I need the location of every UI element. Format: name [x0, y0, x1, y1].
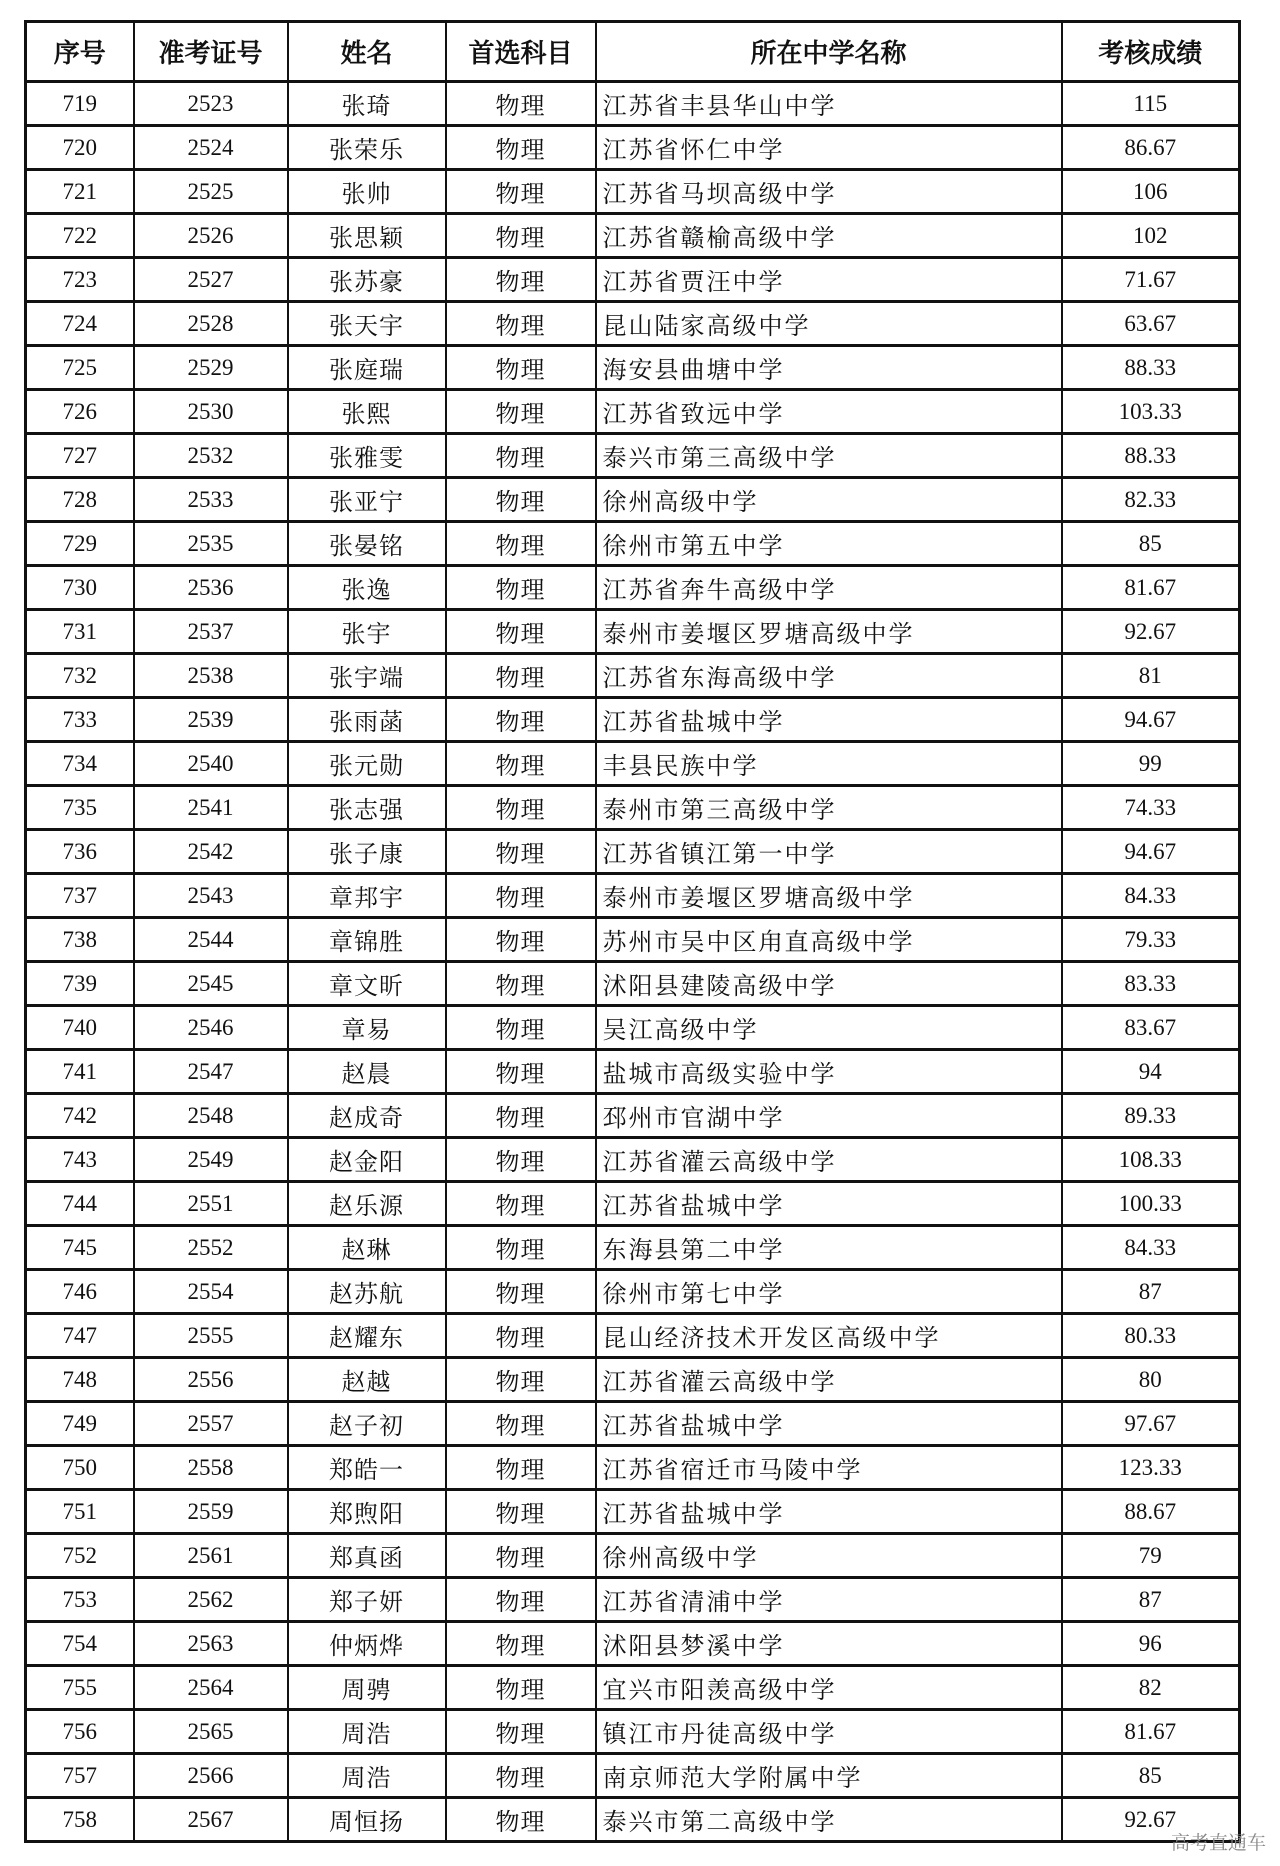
subject-cell: 物理: [446, 1534, 596, 1578]
serial-cell: 731: [26, 610, 134, 654]
exam-id-cell: 2564: [134, 1666, 288, 1710]
score-cell: 86.67: [1062, 126, 1240, 170]
subject-cell: 物理: [446, 1182, 596, 1226]
score-cell: 79: [1062, 1534, 1240, 1578]
table-row: [26, 1006, 1240, 1050]
exam-id-cell: 2546: [134, 1006, 288, 1050]
score-cell: 88.33: [1062, 346, 1240, 390]
exam-id-cell: 2563: [134, 1622, 288, 1666]
subject-cell: 物理: [446, 214, 596, 258]
subject-cell: 物理: [446, 698, 596, 742]
subject-cell: 物理: [446, 742, 596, 786]
serial-cell: 751: [26, 1490, 134, 1534]
table-row: [26, 434, 1240, 478]
name-cell: 周浩: [288, 1754, 446, 1798]
school-cell: 江苏省盐城中学: [596, 698, 1062, 742]
exam-id-cell: 2525: [134, 170, 288, 214]
table-row: [26, 126, 1240, 170]
table-row: [26, 566, 1240, 610]
score-cell: 88.33: [1062, 434, 1240, 478]
score-cell: 89.33: [1062, 1094, 1240, 1138]
serial-cell: 736: [26, 830, 134, 874]
subject-cell: 物理: [446, 1314, 596, 1358]
subject-cell: 物理: [446, 1710, 596, 1754]
exam-id-cell: 2559: [134, 1490, 288, 1534]
serial-cell: 726: [26, 390, 134, 434]
table-row: [26, 1402, 1240, 1446]
table-row: [26, 170, 1240, 214]
school-cell: 江苏省奔牛高级中学: [596, 566, 1062, 610]
exam-id-cell: 2565: [134, 1710, 288, 1754]
school-cell: 邳州市官湖中学: [596, 1094, 1062, 1138]
name-cell: 赵成奇: [288, 1094, 446, 1138]
subject-cell: 物理: [446, 962, 596, 1006]
school-cell: 江苏省东海高级中学: [596, 654, 1062, 698]
school-cell: 江苏省宿迁市马陵中学: [596, 1446, 1062, 1490]
score-cell: 85: [1062, 522, 1240, 566]
serial-cell: 722: [26, 214, 134, 258]
subject-cell: 物理: [446, 1446, 596, 1490]
school-cell: 苏州市吴中区甪直高级中学: [596, 918, 1062, 962]
score-cell: 80.33: [1062, 1314, 1240, 1358]
name-cell: 张庭瑞: [288, 346, 446, 390]
table-row: [26, 1314, 1240, 1358]
table-row: [26, 610, 1240, 654]
subject-cell: 物理: [446, 654, 596, 698]
score-cell: 63.67: [1062, 302, 1240, 346]
name-cell: 郑真函: [288, 1534, 446, 1578]
name-cell: 赵金阳: [288, 1138, 446, 1182]
subject-cell: 物理: [446, 830, 596, 874]
name-cell: 仲炳烨: [288, 1622, 446, 1666]
name-cell: 章锦胜: [288, 918, 446, 962]
school-cell: 江苏省致远中学: [596, 390, 1062, 434]
name-cell: 张雨菡: [288, 698, 446, 742]
name-cell: 赵琳: [288, 1226, 446, 1270]
serial-cell: 740: [26, 1006, 134, 1050]
table-row: [26, 962, 1240, 1006]
subject-cell: 物理: [446, 1094, 596, 1138]
header-school: 所在中学名称: [596, 22, 1062, 82]
serial-cell: 737: [26, 874, 134, 918]
score-cell: 84.33: [1062, 874, 1240, 918]
serial-cell: 741: [26, 1050, 134, 1094]
exam-id-cell: 2551: [134, 1182, 288, 1226]
exam-id-cell: 2555: [134, 1314, 288, 1358]
exam-id-cell: 2567: [134, 1798, 288, 1842]
score-cell: 84.33: [1062, 1226, 1240, 1270]
table-row: [26, 1358, 1240, 1402]
exam-id-cell: 2545: [134, 962, 288, 1006]
school-cell: 徐州市第七中学: [596, 1270, 1062, 1314]
subject-cell: 物理: [446, 1270, 596, 1314]
subject-cell: 物理: [446, 1138, 596, 1182]
subject-cell: 物理: [446, 302, 596, 346]
subject-cell: 物理: [446, 346, 596, 390]
school-cell: 徐州市第五中学: [596, 522, 1062, 566]
table-row: [26, 1270, 1240, 1314]
school-cell: 江苏省马坝高级中学: [596, 170, 1062, 214]
exam-id-cell: 2543: [134, 874, 288, 918]
exam-id-cell: 2544: [134, 918, 288, 962]
exam-id-cell: 2562: [134, 1578, 288, 1622]
score-cell: 97.67: [1062, 1402, 1240, 1446]
school-cell: 泰州市姜堰区罗塘高级中学: [596, 874, 1062, 918]
name-cell: 张志强: [288, 786, 446, 830]
school-cell: 江苏省盐城中学: [596, 1182, 1062, 1226]
table-row: [26, 1226, 1240, 1270]
exam-id-cell: 2561: [134, 1534, 288, 1578]
name-cell: 周浩: [288, 1710, 446, 1754]
serial-cell: 721: [26, 170, 134, 214]
table-row: [26, 698, 1240, 742]
subject-cell: 物理: [446, 1666, 596, 1710]
school-cell: 徐州高级中学: [596, 1534, 1062, 1578]
exam-id-cell: 2554: [134, 1270, 288, 1314]
name-cell: 张宇端: [288, 654, 446, 698]
name-cell: 张雅雯: [288, 434, 446, 478]
school-cell: 泰州市姜堰区罗塘高级中学: [596, 610, 1062, 654]
subject-cell: 物理: [446, 1490, 596, 1534]
exam-id-cell: 2541: [134, 786, 288, 830]
subject-cell: 物理: [446, 786, 596, 830]
serial-cell: 738: [26, 918, 134, 962]
name-cell: 张元勋: [288, 742, 446, 786]
subject-cell: 物理: [446, 258, 596, 302]
name-cell: 张熙: [288, 390, 446, 434]
serial-cell: 746: [26, 1270, 134, 1314]
score-cell: 102: [1062, 214, 1240, 258]
school-cell: 江苏省灌云高级中学: [596, 1358, 1062, 1402]
serial-cell: 754: [26, 1622, 134, 1666]
serial-cell: 743: [26, 1138, 134, 1182]
score-cell: 99: [1062, 742, 1240, 786]
name-cell: 赵乐源: [288, 1182, 446, 1226]
school-cell: 江苏省怀仁中学: [596, 126, 1062, 170]
subject-cell: 物理: [446, 478, 596, 522]
subject-cell: 物理: [446, 1358, 596, 1402]
table-row: [26, 1666, 1240, 1710]
subject-cell: 物理: [446, 1622, 596, 1666]
header-name: 姓名: [288, 22, 446, 82]
serial-cell: 728: [26, 478, 134, 522]
score-cell: 82.33: [1062, 478, 1240, 522]
name-cell: 张天宇: [288, 302, 446, 346]
score-cell: 83.33: [1062, 962, 1240, 1006]
table-row: [26, 478, 1240, 522]
table-row: [26, 258, 1240, 302]
subject-cell: 物理: [446, 390, 596, 434]
exam-id-cell: 2523: [134, 82, 288, 126]
name-cell: 郑皓一: [288, 1446, 446, 1490]
serial-cell: 739: [26, 962, 134, 1006]
score-cell: 87: [1062, 1270, 1240, 1314]
serial-cell: 732: [26, 654, 134, 698]
school-cell: 昆山陆家高级中学: [596, 302, 1062, 346]
exam-id-cell: 2566: [134, 1754, 288, 1798]
score-cell: 92.67: [1062, 610, 1240, 654]
subject-cell: 物理: [446, 1402, 596, 1446]
name-cell: 张琦: [288, 82, 446, 126]
score-cell: 81.67: [1062, 566, 1240, 610]
serial-cell: 748: [26, 1358, 134, 1402]
subject-cell: 物理: [446, 1798, 596, 1842]
table-row: [26, 390, 1240, 434]
serial-cell: 758: [26, 1798, 134, 1842]
header-row: [26, 22, 1240, 82]
score-cell: 106: [1062, 170, 1240, 214]
name-cell: 郑子妍: [288, 1578, 446, 1622]
school-cell: 泰兴市第二高级中学: [596, 1798, 1062, 1842]
serial-cell: 723: [26, 258, 134, 302]
score-cell: 94.67: [1062, 698, 1240, 742]
exam-id-cell: 2556: [134, 1358, 288, 1402]
school-cell: 沭阳县梦溪中学: [596, 1622, 1062, 1666]
serial-cell: 753: [26, 1578, 134, 1622]
table-row: [26, 302, 1240, 346]
table-row: [26, 1578, 1240, 1622]
subject-cell: 物理: [446, 522, 596, 566]
serial-cell: 749: [26, 1402, 134, 1446]
name-cell: 张思颖: [288, 214, 446, 258]
school-cell: 镇江市丹徒高级中学: [596, 1710, 1062, 1754]
table-row: [26, 654, 1240, 698]
name-cell: 张宇: [288, 610, 446, 654]
table-body: [26, 82, 1240, 1842]
school-cell: 江苏省盐城中学: [596, 1402, 1062, 1446]
school-cell: 昆山经济技术开发区高级中学: [596, 1314, 1062, 1358]
table-row: [26, 1490, 1240, 1534]
table-row: [26, 346, 1240, 390]
name-cell: 赵越: [288, 1358, 446, 1402]
score-cell: 94.67: [1062, 830, 1240, 874]
score-cell: 88.67: [1062, 1490, 1240, 1534]
serial-cell: 725: [26, 346, 134, 390]
table-row: [26, 830, 1240, 874]
exam-id-cell: 2542: [134, 830, 288, 874]
header-score: 考核成绩: [1062, 22, 1240, 82]
school-cell: 吴江高级中学: [596, 1006, 1062, 1050]
score-cell: 96: [1062, 1622, 1240, 1666]
score-cell: 71.67: [1062, 258, 1240, 302]
score-cell: 85: [1062, 1754, 1240, 1798]
name-cell: 张苏豪: [288, 258, 446, 302]
table-row: [26, 1050, 1240, 1094]
header-serial: 序号: [26, 22, 134, 82]
school-cell: 江苏省贾汪中学: [596, 258, 1062, 302]
table-row: [26, 1138, 1240, 1182]
serial-cell: 734: [26, 742, 134, 786]
serial-cell: 756: [26, 1710, 134, 1754]
subject-cell: 物理: [446, 126, 596, 170]
table-row: [26, 1446, 1240, 1490]
name-cell: 郑煦阳: [288, 1490, 446, 1534]
score-cell: 100.33: [1062, 1182, 1240, 1226]
serial-cell: 735: [26, 786, 134, 830]
score-table: [24, 20, 1241, 1843]
subject-cell: 物理: [446, 610, 596, 654]
exam-id-cell: 2536: [134, 566, 288, 610]
serial-cell: 757: [26, 1754, 134, 1798]
school-cell: 江苏省盐城中学: [596, 1490, 1062, 1534]
exam-id-cell: 2532: [134, 434, 288, 478]
score-cell: 79.33: [1062, 918, 1240, 962]
exam-id-cell: 2535: [134, 522, 288, 566]
table-row: [26, 1182, 1240, 1226]
exam-id-cell: 2549: [134, 1138, 288, 1182]
watermark: 高考直通车: [1170, 1832, 1266, 1854]
subject-cell: 物理: [446, 1226, 596, 1270]
exam-id-cell: 2557: [134, 1402, 288, 1446]
school-cell: 南京师范大学附属中学: [596, 1754, 1062, 1798]
subject-cell: 物理: [446, 918, 596, 962]
exam-id-cell: 2540: [134, 742, 288, 786]
table-row: [26, 1534, 1240, 1578]
score-cell: 81: [1062, 654, 1240, 698]
serial-cell: 744: [26, 1182, 134, 1226]
school-cell: 泰州市第三高级中学: [596, 786, 1062, 830]
school-cell: 江苏省灌云高级中学: [596, 1138, 1062, 1182]
exam-id-cell: 2552: [134, 1226, 288, 1270]
exam-id-cell: 2530: [134, 390, 288, 434]
name-cell: 周恒扬: [288, 1798, 446, 1842]
exam-id-cell: 2538: [134, 654, 288, 698]
school-cell: 东海县第二中学: [596, 1226, 1062, 1270]
header-exam-id: 准考证号: [134, 22, 288, 82]
score-cell: 74.33: [1062, 786, 1240, 830]
serial-cell: 730: [26, 566, 134, 610]
school-cell: 丰县民族中学: [596, 742, 1062, 786]
school-cell: 海安县曲塘中学: [596, 346, 1062, 390]
serial-cell: 724: [26, 302, 134, 346]
name-cell: 张亚宁: [288, 478, 446, 522]
school-cell: 徐州高级中学: [596, 478, 1062, 522]
subject-cell: 物理: [446, 1578, 596, 1622]
exam-id-cell: 2547: [134, 1050, 288, 1094]
exam-id-cell: 2529: [134, 346, 288, 390]
table-row: [26, 1798, 1240, 1842]
subject-cell: 物理: [446, 1006, 596, 1050]
serial-cell: 747: [26, 1314, 134, 1358]
exam-id-cell: 2524: [134, 126, 288, 170]
school-cell: 江苏省丰县华山中学: [596, 82, 1062, 126]
header-subject: 首选科目: [446, 22, 596, 82]
serial-cell: 719: [26, 82, 134, 126]
subject-cell: 物理: [446, 1754, 596, 1798]
table-row: [26, 918, 1240, 962]
name-cell: 张帅: [288, 170, 446, 214]
table-row: [26, 874, 1240, 918]
subject-cell: 物理: [446, 434, 596, 478]
score-cell: 103.33: [1062, 390, 1240, 434]
exam-id-cell: 2537: [134, 610, 288, 654]
serial-cell: 752: [26, 1534, 134, 1578]
school-cell: 江苏省清浦中学: [596, 1578, 1062, 1622]
table-row: [26, 1710, 1240, 1754]
exam-id-cell: 2533: [134, 478, 288, 522]
name-cell: 章易: [288, 1006, 446, 1050]
score-cell: 87: [1062, 1578, 1240, 1622]
name-cell: 赵耀东: [288, 1314, 446, 1358]
name-cell: 章文昕: [288, 962, 446, 1006]
name-cell: 章邦宇: [288, 874, 446, 918]
exam-id-cell: 2527: [134, 258, 288, 302]
serial-cell: 742: [26, 1094, 134, 1138]
serial-cell: 750: [26, 1446, 134, 1490]
exam-id-cell: 2526: [134, 214, 288, 258]
score-cell: 80: [1062, 1358, 1240, 1402]
table-row: [26, 1622, 1240, 1666]
subject-cell: 物理: [446, 82, 596, 126]
subject-cell: 物理: [446, 1050, 596, 1094]
school-cell: 宜兴市阳羡高级中学: [596, 1666, 1062, 1710]
serial-cell: 727: [26, 434, 134, 478]
serial-cell: 745: [26, 1226, 134, 1270]
subject-cell: 物理: [446, 874, 596, 918]
exam-id-cell: 2539: [134, 698, 288, 742]
serial-cell: 755: [26, 1666, 134, 1710]
school-cell: 沭阳县建陵高级中学: [596, 962, 1062, 1006]
table-row: [26, 786, 1240, 830]
subject-cell: 物理: [446, 170, 596, 214]
table-row: [26, 82, 1240, 126]
school-cell: 江苏省赣榆高级中学: [596, 214, 1062, 258]
table-row: [26, 1094, 1240, 1138]
name-cell: 周骋: [288, 1666, 446, 1710]
name-cell: 赵苏航: [288, 1270, 446, 1314]
score-cell: 115: [1062, 82, 1240, 126]
score-cell: 123.33: [1062, 1446, 1240, 1490]
school-cell: 盐城市高级实验中学: [596, 1050, 1062, 1094]
subject-cell: 物理: [446, 566, 596, 610]
name-cell: 张子康: [288, 830, 446, 874]
table-row: [26, 214, 1240, 258]
score-cell: 83.67: [1062, 1006, 1240, 1050]
table-row: [26, 1754, 1240, 1798]
score-cell: 108.33: [1062, 1138, 1240, 1182]
school-cell: 江苏省镇江第一中学: [596, 830, 1062, 874]
score-cell: 92.67: [1062, 1798, 1240, 1842]
score-cell: 81.67: [1062, 1710, 1240, 1754]
exam-id-cell: 2548: [134, 1094, 288, 1138]
exam-id-cell: 2558: [134, 1446, 288, 1490]
name-cell: 张荣乐: [288, 126, 446, 170]
serial-cell: 729: [26, 522, 134, 566]
school-cell: 泰兴市第三高级中学: [596, 434, 1062, 478]
name-cell: 张晏铭: [288, 522, 446, 566]
serial-cell: 720: [26, 126, 134, 170]
name-cell: 张逸: [288, 566, 446, 610]
table-row: [26, 742, 1240, 786]
name-cell: 赵子初: [288, 1402, 446, 1446]
table-row: [26, 522, 1240, 566]
score-cell: 94: [1062, 1050, 1240, 1094]
serial-cell: 733: [26, 698, 134, 742]
exam-id-cell: 2528: [134, 302, 288, 346]
name-cell: 赵晨: [288, 1050, 446, 1094]
score-cell: 82: [1062, 1666, 1240, 1710]
